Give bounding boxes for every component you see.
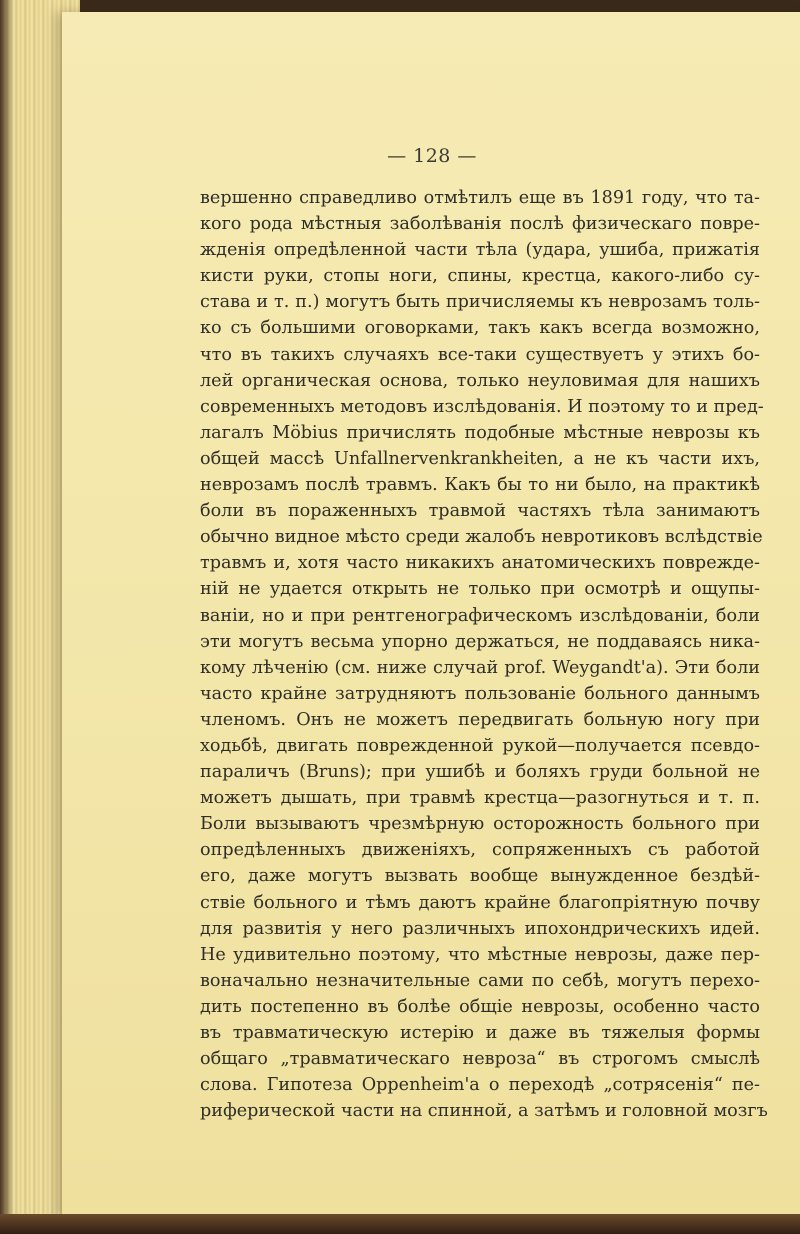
text-line: Не удивительно поэтому, что мѣстные неврозы, даже пер- (200, 944, 760, 965)
text-line: лей органическая основа, только неуловимая для нашихъ (200, 370, 760, 391)
text-line: опредѣленныхъ движеніяхъ, сопряженныхъ съ работой (200, 840, 760, 861)
text-line: травмъ и, хотя часто никакихъ анатомическихъ поврежде- (200, 553, 760, 574)
text-line: эти могутъ весьма упорно держаться, не поддаваясь ника- (200, 631, 760, 652)
text-line: слова. Гипотеза Oppenheim'а о переходѣ „сотрясенія“ пе- (200, 1075, 760, 1096)
text-line: членомъ. Онъ не можетъ передвигать больную ногу при (200, 709, 760, 730)
book-page (62, 12, 800, 1217)
text-line: его, даже могутъ вызвать вообще вынужденное бездѣй- (200, 866, 760, 887)
text-line: ствіе больного и тѣмъ даютъ крайне благопріятную почву (200, 892, 760, 913)
text-line: кого рода мѣстныя заболѣванія послѣ физическаго повре- (200, 214, 760, 235)
text-line: вершенно справедливо отмѣтилъ еще въ 1891 году, что та- (200, 188, 760, 208)
text-line: кисти руки, стопы ноги, спины, крестца, какого-либо су- (200, 266, 760, 287)
text-line: Боли вызываютъ чрезмѣрную осторожность больного при (200, 814, 760, 835)
text-line: ходьбѣ, двигать поврежденной рукой—получается псевдо- (200, 735, 760, 756)
text-line: можетъ дышать, при травмѣ крестца—разогнуться и т. п. (200, 788, 760, 809)
text-line: кому лѣченію (см. ниже случай prof. Weygandt'а). Эти боли (200, 657, 760, 678)
page-number: — 128 — (387, 145, 477, 167)
text-line: обычно видное мѣсто среди жалобъ невротиковъ вслѣдствіе (200, 527, 763, 548)
text-line: часто крайне затрудняютъ пользованіе больного даннымъ (200, 683, 760, 704)
text-line: жденія опредѣленной части тѣла (удара, ушиба, прижатія (200, 240, 760, 261)
text-line: ній не удается открыть не только при осмотрѣ и ощупы- (200, 579, 760, 600)
text-line: параличъ (Bruns); при ушибѣ и боляхъ груди больной не (200, 762, 760, 783)
text-line: ко съ большими оговорками, такъ какъ всегда возможно, (200, 318, 760, 339)
text-line: боли въ пораженныхъ травмой частяхъ тѣла занимаютъ (200, 501, 760, 522)
text-line: неврозамъ послѣ травмъ. Какъ бы то ни было, на практикѣ (200, 475, 760, 496)
text-line: воначально незначительные сами по себѣ, могутъ перехо- (200, 970, 760, 991)
binding-shadow (0, 0, 14, 1234)
text-line: става и т. п.) могутъ быть причисляемы къ неврозамъ толь- (200, 292, 760, 313)
text-line: современныхъ методовъ изслѣдованія. И поэтому то и пред- (200, 396, 764, 417)
text-line: что въ такихъ случаяхъ все-таки существуетъ у этихъ бо- (200, 344, 760, 365)
bottom-edge (0, 1214, 800, 1234)
text-line: въ травматическую истерію и даже въ тяжелыя формы (200, 1023, 760, 1043)
text-line: ваніи, но и при рентгенографическомъ изслѣдованіи, боли (200, 605, 760, 626)
text-line: лагалъ Möbius причислять подобные мѣстные неврозы къ (200, 422, 760, 443)
text-line: общей массѣ Unfallnervenkrankheiten, а не къ части ихъ, (200, 448, 760, 469)
text-line: общаго „травматическаго невроза“ въ строгомъ смыслѣ (200, 1049, 760, 1070)
text-line: риферической части на спинной, а затѣмъ и головной мозгъ (200, 1101, 768, 1122)
text-line: для развитія у него различныхъ ипохондрическихъ идей. (200, 918, 760, 939)
text-line: дить постепенно въ болѣе общіе неврозы, особенно часто (200, 996, 760, 1017)
body-text (200, 185, 768, 1124)
